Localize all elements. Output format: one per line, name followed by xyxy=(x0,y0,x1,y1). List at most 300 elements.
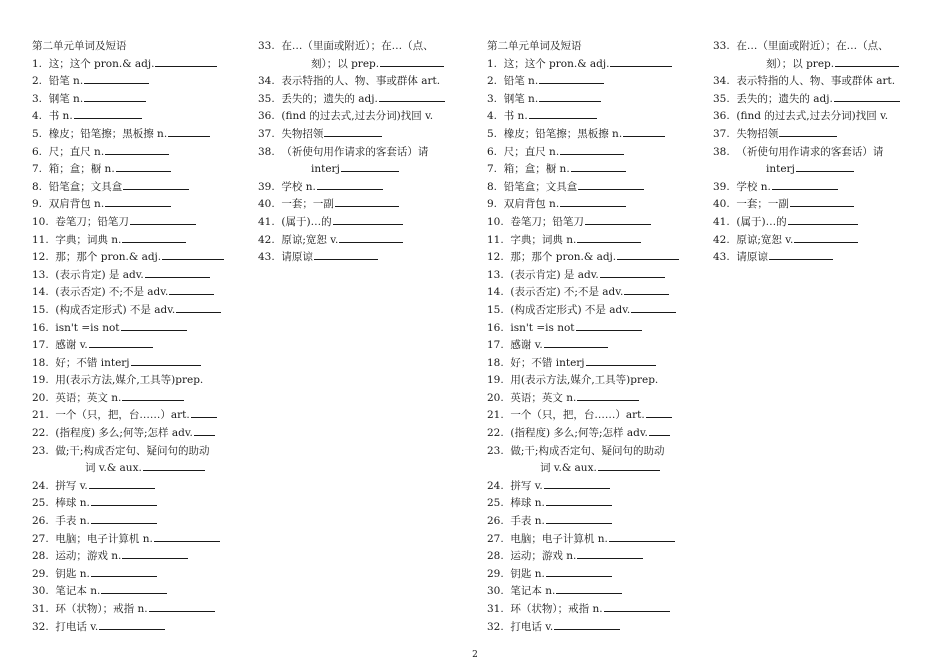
vocab-item xyxy=(258,38,468,73)
answer-blank[interactable] xyxy=(796,161,854,172)
answer-blank[interactable] xyxy=(788,214,858,225)
answer-blank[interactable] xyxy=(341,161,399,172)
answer-blank[interactable] xyxy=(168,126,210,137)
answer-blank[interactable] xyxy=(91,495,157,506)
answer-blank[interactable] xyxy=(91,566,157,577)
answer-blank[interactable] xyxy=(335,196,399,207)
vocab-item-text: 24. xyxy=(32,479,49,492)
answer-blank[interactable] xyxy=(577,232,641,243)
vocab-item-text: 11. xyxy=(487,233,504,246)
section-title: 第二单元单词及短语 xyxy=(487,40,582,52)
vocab-item-text: 1. xyxy=(32,57,43,70)
vocab-item-prompt: isn't =is not xyxy=(510,321,575,334)
vocab-item-text: 20. xyxy=(487,391,504,404)
vocab-item xyxy=(32,513,237,531)
vocab-item-text: 7. xyxy=(32,163,43,176)
vocab-item-text: 17. xyxy=(32,339,49,352)
answer-blank[interactable] xyxy=(556,583,622,594)
vocab-item xyxy=(32,355,237,373)
answer-blank[interactable] xyxy=(600,267,665,278)
vocab-item xyxy=(487,108,692,126)
vocab-item-text: 5. xyxy=(32,127,43,140)
vocab-item-prompt: 做;干;构成否定句、疑问句的助动 xyxy=(55,444,210,457)
vocab-item-prompt: 那；那个 pron.& adj. xyxy=(510,251,617,264)
vocab-item xyxy=(713,108,923,126)
answer-blank[interactable] xyxy=(546,495,612,506)
vocab-item-text: 36. xyxy=(258,110,275,123)
vocab-item-continuation-text: 词 v.& aux. xyxy=(540,462,597,475)
answer-blank[interactable] xyxy=(324,126,382,137)
vocab-item-prompt: 笔记本 n. xyxy=(510,585,556,598)
vocab-item-text: 42. xyxy=(713,233,730,246)
answer-blank[interactable] xyxy=(576,320,642,331)
vocab-item-prompt: 打电话 v. xyxy=(55,620,99,633)
answer-blank[interactable] xyxy=(121,320,187,331)
vocab-item xyxy=(487,390,692,408)
vocab-item-text: 41. xyxy=(713,215,730,228)
answer-blank[interactable] xyxy=(162,249,224,260)
vocab-item xyxy=(487,513,692,531)
vocab-item xyxy=(713,73,923,91)
vocab-item-text: 21. xyxy=(487,409,504,422)
vocab-item-prompt: (构成否定形式) 不是 adv. xyxy=(510,303,631,316)
vocab-item-prompt: (表示否定) 不;不是 adv. xyxy=(55,286,169,299)
answer-blank[interactable] xyxy=(105,144,169,155)
page-number: 2 xyxy=(472,650,478,660)
answer-blank[interactable] xyxy=(116,161,171,172)
answer-blank[interactable] xyxy=(84,73,149,84)
answer-blank[interactable] xyxy=(91,513,157,524)
answer-blank[interactable] xyxy=(631,302,676,313)
answer-blank[interactable] xyxy=(598,460,660,471)
vocab-item xyxy=(258,249,468,267)
answer-blank[interactable] xyxy=(624,284,669,295)
vocab-item-prompt: 尺；直尺 n. xyxy=(48,145,105,158)
vocab-item xyxy=(713,91,923,109)
column-1-right-list xyxy=(258,38,468,267)
answer-blank[interactable] xyxy=(145,267,210,278)
vocab-item xyxy=(487,73,692,91)
answer-blank[interactable] xyxy=(122,390,184,401)
vocab-item-prompt: 电脑；电子计算机 n. xyxy=(510,532,608,545)
answer-blank[interactable] xyxy=(379,91,445,102)
vocab-item xyxy=(487,619,692,637)
vocab-item-text: 23. xyxy=(32,444,49,457)
answer-blank[interactable] xyxy=(571,161,626,172)
vocab-item-text: 2. xyxy=(32,75,43,88)
vocab-item-prompt: 手表 n. xyxy=(55,515,90,528)
vocab-item-prompt: 感谢 v. xyxy=(510,339,543,352)
vocab-item-prompt: （祈使句用作请求的客套话）请 xyxy=(281,145,429,158)
vocab-item-prompt: 一套；一副 xyxy=(736,198,789,211)
vocab-item-text: 39. xyxy=(713,180,730,193)
vocab-item-text: 32. xyxy=(487,620,504,633)
vocab-item-prompt: 拼写 v. xyxy=(55,479,88,492)
answer-blank[interactable] xyxy=(74,108,142,119)
vocab-item xyxy=(32,337,237,355)
vocab-item-text: 15. xyxy=(487,303,504,316)
answer-blank[interactable] xyxy=(89,478,155,489)
vocab-item-text: 38. xyxy=(258,145,275,158)
answer-blank[interactable] xyxy=(380,56,444,67)
answer-blank[interactable] xyxy=(610,56,672,67)
vocab-item-text: 36. xyxy=(713,110,730,123)
vocab-item-continuation xyxy=(258,56,468,74)
answer-blank[interactable] xyxy=(314,249,378,260)
vocab-item-prompt: 感谢 v. xyxy=(55,339,88,352)
vocab-item-continuation-text: 刻）；以 prep. xyxy=(766,57,835,70)
vocab-item-text: 14. xyxy=(487,286,504,299)
vocab-item xyxy=(32,443,237,478)
answer-blank[interactable] xyxy=(84,91,146,102)
vocab-item xyxy=(32,56,237,74)
vocab-item xyxy=(258,179,468,197)
vocab-item-text: 42. xyxy=(258,233,275,246)
answer-blank[interactable] xyxy=(155,56,217,67)
answer-blank[interactable] xyxy=(191,407,217,418)
vocab-item xyxy=(32,126,237,144)
vocab-item-prompt: 一套；一副 xyxy=(281,198,334,211)
vocab-item-text: 31. xyxy=(487,603,504,615)
vocab-item-text: 27. xyxy=(487,532,504,545)
vocab-item-text: 15. xyxy=(32,303,49,316)
vocab-item-text: 22. xyxy=(32,427,49,440)
vocab-item-prompt: 橡皮；铅笔擦；黑板擦 n. xyxy=(503,127,623,140)
vocab-item-text: 30. xyxy=(487,585,504,598)
answer-blank[interactable] xyxy=(577,548,643,559)
vocab-item-text: 20. xyxy=(32,391,49,404)
vocab-item-prompt: （祈使句用作请求的客套话）请 xyxy=(736,145,884,158)
vocab-item-prompt: 在…（里面或附近）；在…（点、 xyxy=(736,40,889,52)
vocab-item-prompt: 钥匙 n. xyxy=(55,567,90,580)
answer-blank[interactable] xyxy=(790,196,854,207)
vocab-item-text: 32. xyxy=(32,620,49,633)
answer-blank[interactable] xyxy=(149,601,215,612)
vocab-item-prompt: 书 n. xyxy=(503,110,528,123)
vocab-item xyxy=(32,144,237,162)
vocab-item xyxy=(32,583,237,601)
vocab-item xyxy=(32,320,237,338)
vocab-item xyxy=(487,249,692,267)
vocab-item-text: 22. xyxy=(487,427,504,440)
vocab-item xyxy=(32,407,237,425)
vocab-item-text: 34. xyxy=(713,75,730,88)
vocab-item-prompt: 一个（只，把，台……）art. xyxy=(510,409,645,422)
vocab-item-prompt: 运动；游戏 n. xyxy=(510,550,577,563)
vocab-item-prompt: (指程度) 多么;何等;怎样 adv. xyxy=(510,427,648,440)
vocab-item-text: 25. xyxy=(32,497,49,510)
vocab-item xyxy=(487,407,692,425)
vocab-item-text: 37. xyxy=(258,127,275,140)
vocab-item-prompt: 好；不错 interj xyxy=(55,356,130,369)
vocab-item-text: 34. xyxy=(258,75,275,88)
vocab-item-prompt: 铅笔盒；文具盒 xyxy=(48,180,123,193)
vocab-item xyxy=(258,73,468,91)
vocab-item-text: 37. xyxy=(713,127,730,140)
answer-blank[interactable] xyxy=(617,249,679,260)
vocab-item-prompt: 用(表示方法,媒介,工具等)prep. xyxy=(55,374,204,387)
vocab-item-text: 9. xyxy=(32,198,43,211)
vocab-item-continuation-text: 刻）；以 prep. xyxy=(311,57,380,70)
answer-blank[interactable] xyxy=(99,619,165,630)
vocab-item-prompt: 好；不错 interj xyxy=(510,356,585,369)
vocab-item xyxy=(32,531,237,549)
vocab-item xyxy=(32,478,237,496)
vocab-item-prompt: 双肩背包 n. xyxy=(48,198,105,211)
vocab-item-prompt: 丢失的；遗失的 adj. xyxy=(281,92,378,105)
vocab-item xyxy=(713,196,923,214)
vocab-item-continuation xyxy=(487,460,692,478)
vocab-item-prompt: 失物招领 xyxy=(281,127,324,140)
vocab-item xyxy=(258,126,468,144)
vocab-item xyxy=(32,196,237,214)
vocab-item xyxy=(487,232,692,250)
vocab-item xyxy=(713,38,923,73)
vocab-item-text: 27. xyxy=(32,532,49,545)
vocab-item-prompt: 钥匙 n. xyxy=(510,567,545,580)
vocab-item-prompt: 在…（里面或附近）；在…（点、 xyxy=(281,40,434,52)
vocab-item xyxy=(32,267,237,285)
vocab-item xyxy=(258,214,468,232)
answer-blank[interactable] xyxy=(604,601,670,612)
vocab-item xyxy=(258,196,468,214)
vocab-item xyxy=(487,214,692,232)
vocab-item-text: 3. xyxy=(32,92,43,105)
answer-blank[interactable] xyxy=(585,214,651,225)
vocab-item-text: 3. xyxy=(487,92,498,105)
vocab-item xyxy=(32,108,237,126)
vocab-item-prompt: (属于)…的 xyxy=(281,215,332,228)
vocab-item-continuation-text: 词 v.& aux. xyxy=(85,462,142,475)
answer-blank[interactable] xyxy=(123,179,189,190)
answer-blank[interactable] xyxy=(339,232,403,243)
vocab-item xyxy=(487,531,692,549)
answer-blank[interactable] xyxy=(101,583,167,594)
answer-blank[interactable] xyxy=(122,548,188,559)
vocab-item-text: 40. xyxy=(258,198,275,211)
answer-blank[interactable] xyxy=(333,214,403,225)
vocab-item-text: 16. xyxy=(487,321,504,334)
vocab-item-prompt: 橡皮；铅笔擦；黑板擦 n. xyxy=(48,127,168,140)
vocab-item-prompt: (指程度) 多么;何等;怎样 adv. xyxy=(55,427,193,440)
vocab-item-text: 43. xyxy=(713,251,730,264)
vocab-item xyxy=(487,144,692,162)
vocab-item xyxy=(713,249,923,267)
vocab-item-text: 18. xyxy=(487,356,504,369)
vocab-item xyxy=(713,179,923,197)
answer-blank[interactable] xyxy=(544,337,608,348)
vocab-item-continuation xyxy=(258,161,468,179)
answer-blank[interactable] xyxy=(546,513,612,524)
vocab-item xyxy=(32,179,237,197)
vocab-item xyxy=(487,601,692,619)
column-1-left-list xyxy=(32,38,237,636)
vocab-item-text: 9. xyxy=(487,198,498,211)
answer-blank[interactable] xyxy=(176,302,221,313)
vocab-item xyxy=(487,56,692,74)
vocab-item-text: 10. xyxy=(487,215,504,228)
vocab-item-prompt: (构成否定形式) 不是 adv. xyxy=(55,303,176,316)
vocab-item-text: 17. xyxy=(487,339,504,352)
vocab-item xyxy=(487,161,692,179)
vocab-item xyxy=(487,355,692,373)
vocab-item xyxy=(713,144,923,179)
answer-blank[interactable] xyxy=(586,355,656,366)
vocab-item-prompt: 手表 n. xyxy=(510,515,545,528)
vocab-item-prompt: 字典；词典 n. xyxy=(55,233,122,246)
vocab-item-prompt: 学校 n. xyxy=(736,180,771,193)
answer-blank[interactable] xyxy=(154,531,220,542)
vocab-item xyxy=(487,320,692,338)
vocab-item-text: 19. xyxy=(32,374,49,387)
answer-blank[interactable] xyxy=(539,91,601,102)
answer-blank[interactable] xyxy=(89,337,153,348)
vocab-item xyxy=(487,179,692,197)
answer-blank[interactable] xyxy=(560,144,624,155)
vocab-item xyxy=(32,548,237,566)
vocab-item-text: 4. xyxy=(32,110,43,123)
vocab-item-text: 7. xyxy=(487,163,498,176)
vocab-item-prompt: 钢笔 n. xyxy=(48,92,84,105)
vocab-item-text: 12. xyxy=(32,251,49,264)
vocab-item-prompt: 铅笔 n. xyxy=(48,75,84,88)
vocab-item xyxy=(32,566,237,584)
vocab-item-text: 40. xyxy=(713,198,730,211)
vocab-item-text: 43. xyxy=(258,251,275,264)
vocab-item-prompt: 双肩背包 n. xyxy=(503,198,560,211)
vocab-item-text: 33. xyxy=(258,40,275,52)
vocab-item xyxy=(713,126,923,144)
answer-blank[interactable] xyxy=(554,619,620,630)
vocab-item-prompt: 电脑；电子计算机 n. xyxy=(55,532,153,545)
vocab-item-text: 11. xyxy=(32,233,49,246)
vocab-item xyxy=(258,144,468,179)
answer-blank[interactable] xyxy=(649,425,670,436)
answer-blank[interactable] xyxy=(646,407,672,418)
vocab-item-text: 6. xyxy=(32,145,43,158)
vocab-item xyxy=(258,232,468,250)
vocab-item-prompt: 字典；词典 n. xyxy=(510,233,577,246)
vocab-item-prompt: (属于)…的 xyxy=(736,215,787,228)
vocab-item-prompt: 丢失的；遗失的 adj. xyxy=(736,92,833,105)
vocab-item-prompt: 失物招领 xyxy=(736,127,779,140)
vocab-item-prompt: 打电话 v. xyxy=(510,620,554,633)
column-2-right-list xyxy=(713,38,923,267)
vocab-item-continuation xyxy=(713,56,923,74)
answer-blank[interactable] xyxy=(194,425,215,436)
vocab-item-text: 25. xyxy=(487,497,504,510)
vocab-item xyxy=(487,91,692,109)
vocab-item-prompt: 铅笔 n. xyxy=(503,75,539,88)
vocab-item-text: 26. xyxy=(32,515,49,528)
answer-blank[interactable] xyxy=(834,91,900,102)
vocab-item-text: 1. xyxy=(487,57,498,70)
vocab-item-text: 21. xyxy=(32,409,49,422)
vocab-item-text: 33. xyxy=(713,40,730,52)
answer-blank[interactable] xyxy=(317,179,383,190)
vocab-item xyxy=(487,548,692,566)
vocab-item xyxy=(32,390,237,408)
vocab-item xyxy=(32,249,237,267)
answer-blank[interactable] xyxy=(772,179,838,190)
vocab-item-prompt: 拼写 v. xyxy=(510,479,543,492)
answer-blank[interactable] xyxy=(544,478,610,489)
answer-blank[interactable] xyxy=(779,126,837,137)
answer-blank[interactable] xyxy=(122,232,186,243)
answer-blank[interactable] xyxy=(143,460,205,471)
vocab-item xyxy=(258,91,468,109)
vocab-item xyxy=(32,73,237,91)
answer-blank[interactable] xyxy=(105,196,171,207)
vocab-item-prompt: 运动；游戏 n. xyxy=(55,550,122,563)
answer-blank[interactable] xyxy=(169,284,214,295)
vocab-item-text: 6. xyxy=(487,145,498,158)
vocab-item-prompt: 箱；盒；橱 n. xyxy=(48,163,115,176)
answer-blank[interactable] xyxy=(560,196,626,207)
vocab-item-prompt: 英语；英文 n. xyxy=(510,391,577,404)
vocab-item-prompt: (find 的过去式,过去分词)找回 v. xyxy=(736,110,889,123)
vocab-item-text: 29. xyxy=(487,567,504,580)
vocab-item-text: 31. xyxy=(32,603,49,615)
vocab-item-text: 13. xyxy=(487,268,504,281)
answer-blank[interactable] xyxy=(577,390,639,401)
answer-blank[interactable] xyxy=(546,566,612,577)
vocab-item-prompt: 书 n. xyxy=(48,110,73,123)
vocab-item-continuation xyxy=(713,161,923,179)
vocab-item xyxy=(713,214,923,232)
vocab-item-text: 14. xyxy=(32,286,49,299)
vocab-item xyxy=(32,601,237,619)
vocab-item-prompt: 学校 n. xyxy=(281,180,316,193)
vocab-item xyxy=(32,302,237,320)
vocab-item-text: 41. xyxy=(258,215,275,228)
vocab-item xyxy=(487,495,692,513)
vocab-item-text: 38. xyxy=(713,145,730,158)
answer-blank[interactable] xyxy=(835,56,899,67)
vocab-item-prompt: 那；那个 pron.& adj. xyxy=(55,251,162,264)
vocab-item-text: 23. xyxy=(487,444,504,457)
vocab-item-prompt: (find 的过去式,过去分词)找回 v. xyxy=(281,110,434,123)
vocab-item xyxy=(487,196,692,214)
vocab-item xyxy=(487,478,692,496)
answer-blank[interactable] xyxy=(529,108,597,119)
vocab-item-prompt: (表示肯定) 是 adv. xyxy=(55,268,144,281)
vocab-item-text: 8. xyxy=(32,180,43,193)
vocab-item-prompt: 一个（只，把，台……）art. xyxy=(55,409,190,422)
answer-blank[interactable] xyxy=(539,73,604,84)
vocab-item-prompt: 箱；盒；橱 n. xyxy=(503,163,570,176)
answer-blank[interactable] xyxy=(130,214,196,225)
vocab-item xyxy=(487,425,692,443)
vocab-item-prompt: 表示特指的人、物、事或群体 art. xyxy=(736,75,896,88)
vocab-item-prompt: 做;干;构成否定句、疑问句的助动 xyxy=(510,444,665,457)
answer-blank[interactable] xyxy=(578,179,644,190)
answer-blank[interactable] xyxy=(131,355,201,366)
answer-blank[interactable] xyxy=(609,531,675,542)
vocab-item xyxy=(32,161,237,179)
answer-blank[interactable] xyxy=(794,232,858,243)
answer-blank[interactable] xyxy=(623,126,665,137)
answer-blank[interactable] xyxy=(769,249,833,260)
vocab-item xyxy=(32,372,237,390)
vocab-item xyxy=(32,232,237,250)
vocab-item xyxy=(487,372,692,390)
vocab-item-prompt: 表示特指的人、物、事或群体 art. xyxy=(281,75,441,88)
vocab-item xyxy=(32,91,237,109)
vocab-item-text: 26. xyxy=(487,515,504,528)
vocab-item-prompt: 原谅;宽恕 v. xyxy=(736,233,794,246)
vocab-item xyxy=(32,495,237,513)
